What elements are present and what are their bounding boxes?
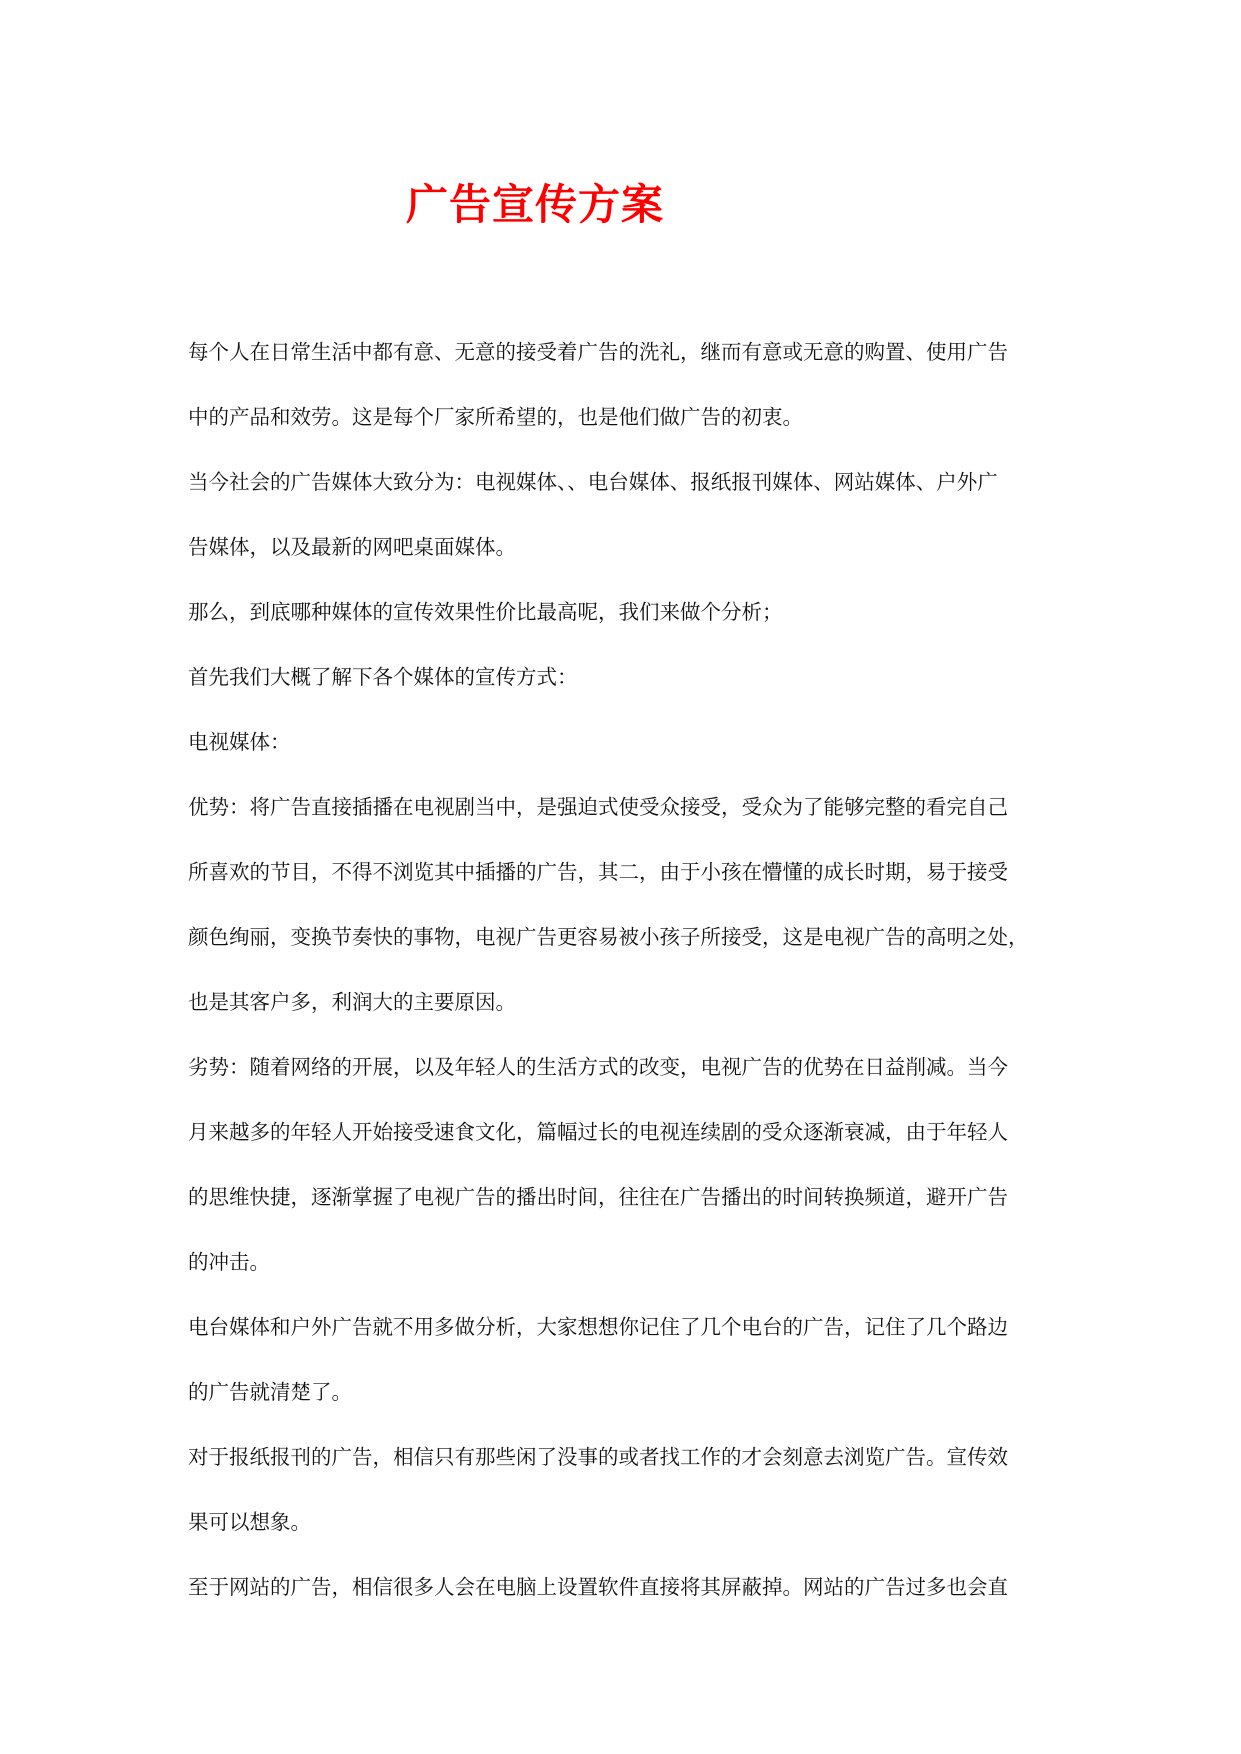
text-line: 每个人在日常生活中都有意、无意的接受着广告的洗礼，继而有意或无意的购置、使用广告 xyxy=(188,340,1008,364)
text-line: 告媒体，以及最新的网吧桌面媒体。 xyxy=(188,535,516,559)
text-line: 的冲击。 xyxy=(188,1250,270,1274)
text-line: 的广告就清楚了。 xyxy=(188,1380,352,1404)
text-line: 至于网站的广告，相信很多人会在电脑上设置软件直接将其屏蔽掉。网站的广告过多也会直 xyxy=(188,1575,1008,1599)
text-line: 当今社会的广告媒体大致分为：电视媒体、、电台媒体、报纸报刊媒体、网站媒体、户外广 xyxy=(188,470,998,494)
text-line: 对于报纸报刊的广告，相信只有那些闲了没事的或者找工作的才会刻意去浏览广告。宣传效 xyxy=(188,1445,1008,1469)
text-line: 电视媒体： xyxy=(188,730,291,754)
text-line: 劣势：随着网络的开展，以及年轻人的生活方式的改变，电视广告的优势在日益削减。当今 xyxy=(188,1055,1008,1079)
text-line: 首先我们大概了解下各个媒体的宣传方式： xyxy=(188,665,578,689)
text-line: 颜色绚丽，变换节奏快的事物，电视广告更容易被小孩子所接受，这是电视广告的高明之处， xyxy=(188,925,1029,949)
text-line: 优势：将广告直接插播在电视剧当中，是强迫式使受众接受，受众为了能够完整的看完自己 xyxy=(188,795,1008,819)
text-line: 电台媒体和户外广告就不用多做分析，大家想想你记住了几个电台的广告，记住了几个路边 xyxy=(188,1315,1008,1339)
text-line: 那么，到底哪种媒体的宣传效果性价比最高呢，我们来做个分析； xyxy=(188,600,783,624)
text-line: 月来越多的年轻人开始接受速食文化，篇幅过长的电视连续剧的受众逐渐衰减，由于年轻人 xyxy=(188,1120,1008,1144)
text-line: 也是其客户多，利润大的主要原因。 xyxy=(188,990,516,1014)
text-line: 中的产品和效劳。这是每个厂家所希望的，也是他们做广告的初衷。 xyxy=(188,405,803,429)
document-body xyxy=(188,320,1058,1620)
document-title: 广告宣传方案 xyxy=(405,180,664,229)
text-line: 所喜欢的节目，不得不浏览其中插播的广告，其二，由于小孩在懵懂的成长时期，易于接受 xyxy=(188,860,1008,884)
text-line: 的思维快捷，逐渐掌握了电视广告的播出时间，往往在广告播出的时间转换频道，避开广告 xyxy=(188,1185,1008,1209)
text-line: 果可以想象。 xyxy=(188,1510,311,1534)
